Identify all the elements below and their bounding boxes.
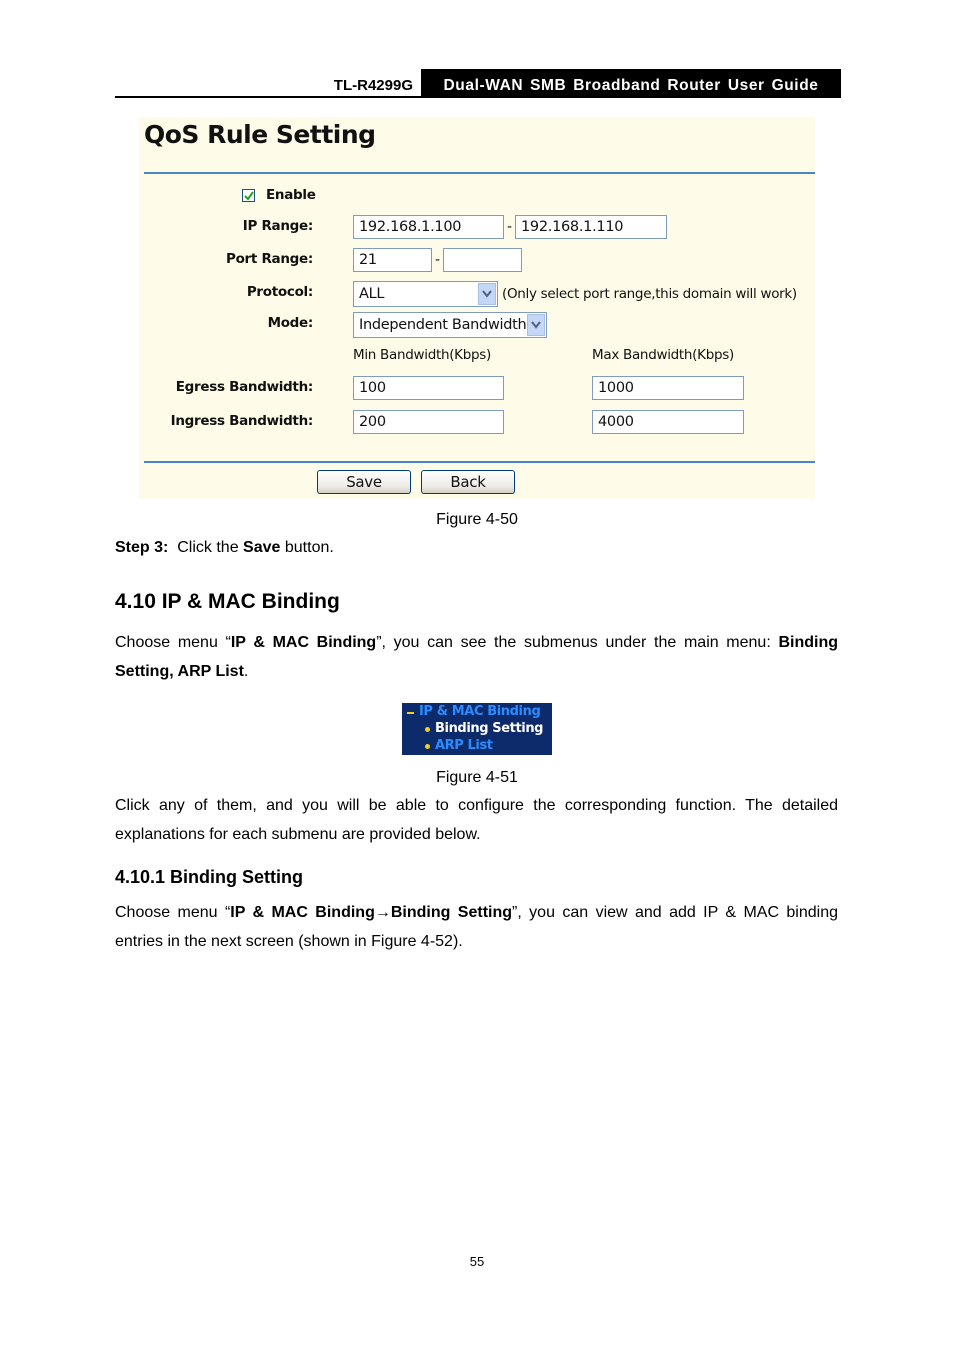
bullet-icon [425,727,430,732]
bottom-divider [144,461,815,463]
page-number: 55 [469,1254,485,1269]
mode-label: Mode: [267,315,313,331]
header-rule [115,96,841,98]
menu-item-arp-list[interactable]: ARP List [435,738,493,753]
ip-range-start-input[interactable]: 192.168.1.100 [353,215,504,239]
step-text-bold: Save [243,539,281,556]
egress-bandwidth-label: Egress Bandwidth: [175,379,313,395]
port-range-label: Port Range: [225,251,313,267]
enable-checkbox[interactable] [242,189,255,202]
ip-range-label: IP Range: [242,218,313,234]
back-button[interactable]: Back [421,470,515,494]
mode-value: Independent Bandwidth [359,317,527,333]
text: ”, you can see the submenus under the main menu: [376,634,779,651]
figure-4-51-caption: Figure 4-51 [436,769,518,786]
section-4-10-1-heading: 4.10.1 Binding Setting [115,867,304,887]
figure-4-50-caption: Figure 4-50 [436,511,518,528]
protocol-select[interactable] [353,281,498,307]
submenu-name: Binding Setting [390,904,513,921]
max-bandwidth-header: Max Bandwidth(Kbps) [592,347,734,363]
egress-min-input[interactable]: 100 [353,376,504,400]
ingress-min-input[interactable]: 200 [353,410,504,434]
check-icon [244,191,254,201]
mode-select[interactable] [353,312,547,338]
section-4-10-paragraph [115,628,838,686]
menu-item-binding-setting[interactable]: Binding Setting [435,721,544,736]
menu-name: IP & MAC Binding [230,904,375,921]
bullet-icon [425,744,430,749]
enable-label: Enable [266,187,316,203]
ip-mac-binding-menu [402,703,552,755]
menu-main-item[interactable]: IP & MAC Binding [419,704,541,719]
menu-name: IP & MAC Binding [230,634,377,651]
header-model: TL-R4299G [333,77,413,94]
text: ”, you can view and add IP & MAC binding entries in the next screen (shown in Figure 4-52). [115,904,839,950]
protocol-note: (Only select port range,this domain will work) [502,286,797,302]
ip-range-dash: - [507,219,513,235]
egress-max-input[interactable]: 1000 [592,376,744,400]
header-guide-title: Dual-WAN SMB Broadband Router User Guide [421,69,841,97]
min-bandwidth-header: Min Bandwidth(Kbps) [353,347,491,363]
submenu-paragraph: Click any of them, and you will be able to configure the corresponding function. The detailed explanations for each submenu are provided below. [115,797,838,843]
port-range-end-input[interactable] [443,248,522,272]
protocol-value: ALL [359,286,385,302]
save-button[interactable]: Save [317,470,411,494]
step-3 [115,533,838,562]
ingress-bandwidth-label: Ingress Bandwidth: [170,413,313,429]
submenu-names: Binding Setting, ARP List [115,634,838,680]
text: . [243,663,249,680]
section-4-10-heading: 4.10 IP & MAC Binding [115,590,340,613]
text: Choose menu “ [115,634,231,651]
top-divider [144,172,815,174]
collapse-icon[interactable] [407,712,414,714]
port-range-dash: - [435,252,441,268]
protocol-label: Protocol: [246,284,313,300]
step-label: Step 3: [115,539,169,556]
text: Choose menu “ [115,904,231,921]
ingress-max-input[interactable]: 4000 [592,410,744,434]
port-range-start-input[interactable]: 21 [353,248,432,272]
chevron-down-icon[interactable] [478,283,496,305]
panel-title: QoS Rule Setting [144,120,376,149]
section-4-10-1-paragraph [115,898,838,956]
chevron-down-icon[interactable] [527,314,545,336]
ip-range-end-input[interactable]: 192.168.1.110 [515,215,667,239]
arrow-icon: → [374,904,391,921]
step-text-pre: Click the [177,539,239,556]
qos-rule-setting-panel [139,117,815,499]
step-text-post: button. [284,539,334,556]
